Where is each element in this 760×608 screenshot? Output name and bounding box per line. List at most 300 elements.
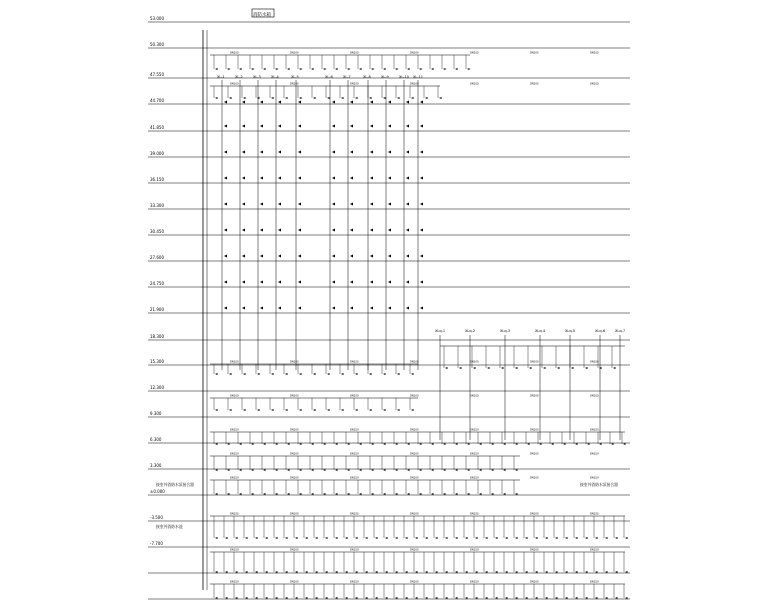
hydrant-arrow [350,255,353,258]
hydrant-arrow [420,203,423,206]
pipe-label: DN100 [230,452,239,456]
drop-arrow [565,537,568,539]
drop-arrow [435,537,438,539]
floor-label: 41.850 [150,125,164,130]
drop-arrow [383,409,386,411]
drop-arrow [227,68,230,70]
drop-arrow [215,373,218,375]
hydrant-arrow [260,177,263,180]
pipe-label: DN100 [410,82,419,86]
hydrant-arrow [370,255,373,258]
drop-arrow [285,409,288,411]
drop-arrow [411,373,414,375]
top-note: 消防水箱 [253,13,271,18]
drop-arrow [475,537,478,539]
drop-arrow [515,537,518,539]
drop-arrow [285,97,288,99]
hydrant-arrow [420,177,423,180]
hydrant-arrow [370,151,373,154]
hydrant-arrow [420,229,423,232]
drop-arrow [215,409,218,411]
pipe-label: DN100 [530,580,539,584]
hydrant-arrow [370,125,373,128]
drop-arrow [615,537,618,539]
hydrant-arrow [224,101,227,104]
drop-arrow [229,409,232,411]
drop-arrow [275,68,278,70]
floor-label: 39.000 [150,151,164,156]
floor-label: -7.700 [150,541,163,546]
pipe-label: DN100 [290,512,299,516]
drop-arrow [575,537,578,539]
drop-arrow [571,367,574,369]
pipe-label: DN100 [410,428,419,432]
hydrant-arrow [242,101,245,104]
floor-label: 21.900 [150,307,164,312]
hydrant-arrow [242,255,245,258]
hydrant-arrow [420,101,423,104]
drop-arrow [255,537,258,539]
annotations [156,9,618,529]
drop-arrow [327,409,330,411]
hydrant-arrow [332,177,335,180]
floor-label: 6.300 [150,437,162,442]
drop-arrow [397,373,400,375]
hydrant-arrow [388,229,391,232]
drop-arrow [347,68,350,70]
pipe-label: DN100 [230,580,239,584]
hydrant-arrow [260,229,263,232]
drop-arrow [431,68,434,70]
pipe-label: DN100 [590,476,599,480]
riser-label-right: XLq-2 [465,329,476,333]
drop-arrow [245,537,248,539]
drop-arrow [383,68,386,70]
pipe-label: DN100 [350,476,359,480]
hydrant-arrow [242,281,245,284]
pipe-label: DN100 [530,428,539,432]
pipe-label: DN100 [410,51,419,55]
pipe-label: DN100 [410,394,419,398]
hydrant-arrow [332,229,335,232]
pipe-label: DN100 [230,360,239,364]
riser-label: XL-5 [291,75,299,79]
riser-label: XL-11 [413,75,424,79]
floor-lines [148,22,630,599]
drop-arrow [251,68,254,70]
hydrant-arrow [370,229,373,232]
hydrant-arrow [260,307,263,310]
pipe-label: DN100 [590,452,599,456]
drop-arrow [299,68,302,70]
hydrant-arrow [332,203,335,206]
hydrant-arrow [406,101,409,104]
hydrant-arrow [224,177,227,180]
hydrant-arrow [298,125,301,128]
drop-arrow [243,97,246,99]
drop-arrow [595,537,598,539]
pipe-label: DN100 [350,428,359,432]
drop-arrow [385,537,388,539]
hydrant-arrow [260,101,263,104]
pipe-label: DN100 [590,428,599,432]
floor-label: 47.550 [150,72,164,77]
pipe-label: DN100 [290,476,299,480]
pipe-label: DN100 [350,360,359,364]
pipe-label: DN100 [230,82,239,86]
drop-arrow [359,68,362,70]
hydrant-arrow [278,255,281,258]
pipe-label: DN100 [410,580,419,584]
hydrant-arrow [350,125,353,128]
drop-arrow [397,97,400,99]
drop-arrow [473,367,476,369]
hydrant-arrow [350,229,353,232]
hydrant-arrow [388,281,391,284]
drop-arrow [327,373,330,375]
hydrant-arrow [370,281,373,284]
pipe-label: DN100 [350,452,359,456]
pipe-label: DN100 [230,394,239,398]
pipe-label: DN100 [470,548,479,552]
floor-label: 33.300 [150,203,164,208]
hydrant-arrow [224,203,227,206]
hydrant-arrow [420,151,423,154]
pipe-label: DN100 [590,394,599,398]
hydrant-arrow [350,281,353,284]
hydrant-arrow [260,125,263,128]
hydrant-arrow [278,101,281,104]
drop-arrow [419,68,422,70]
hydrant-arrow [406,151,409,154]
pipe-label: DN100 [410,452,419,456]
hydrant-arrow [388,151,391,154]
pipe-label: DN100 [290,452,299,456]
drop-arrow [215,68,218,70]
hydrant-arrow [224,151,227,154]
drop-arrow [243,373,246,375]
drop-arrow [525,537,528,539]
hydrant-arrow [332,101,335,104]
drop-arrow [445,537,448,539]
hydrant-arrow [388,125,391,128]
drop-arrow [215,97,218,99]
hydrant-arrow [278,229,281,232]
riser-label: XL-1 [217,75,225,79]
pipe-label: DN100 [290,82,299,86]
pipe-label: DN100 [410,360,419,364]
hydrant-arrow [406,281,409,284]
drop-arrow [465,537,468,539]
hydrant-arrow [224,125,227,128]
hydrant-arrow [260,255,263,258]
hydrant-arrow [406,255,409,258]
hydrant-arrow [260,281,263,284]
hydrant-arrow [298,203,301,206]
drop-arrow [485,537,488,539]
drop-arrow [605,537,608,539]
drop-arrow [369,409,372,411]
drop-arrow [535,537,538,539]
pipe-label: DN100 [590,51,599,55]
hydrant-arrow [260,151,263,154]
floor-label: -3.500 [150,515,163,520]
drop-arrow [397,409,400,411]
hydrant-arrow [224,255,227,258]
hydrant-arrow [388,255,391,258]
drop-arrow [215,537,218,539]
hydrant-arrow [388,101,391,104]
drop-arrow [323,68,326,70]
side-note-left-1: 接室外消防水泵接合器 [156,482,194,487]
drop-arrow [411,409,414,411]
drop-arrow [383,373,386,375]
hydrant-arrow [420,125,423,128]
hydrant-arrow [332,307,335,310]
drop-arrow [369,97,372,99]
pipe-label: DN100 [230,548,239,552]
floor-label: ±0.000 [150,489,165,494]
hydrant-arrow [406,307,409,310]
hydrant-arrow [298,229,301,232]
drop-arrow [395,68,398,70]
hydrant-arrow [298,177,301,180]
drop-arrow [335,68,338,70]
drop-arrow [613,367,616,369]
pipe-label: DN100 [410,548,419,552]
drop-arrow [383,97,386,99]
pipe-label: DN100 [290,394,299,398]
drop-arrow [287,68,290,70]
hydrant-arrow [370,307,373,310]
pipe-label: DN100 [470,82,479,86]
pipe-label: DN100 [350,548,359,552]
drop-arrow [299,97,302,99]
hydrant-arrow [298,101,301,104]
hydrant-arrow [242,203,245,206]
branch-pipes [210,51,628,600]
riser-label: XL-6 [325,75,333,79]
hydrant-arrow [370,101,373,104]
hydrant-arrow [420,255,423,258]
floor-label: 3.300 [150,463,162,468]
drop-arrow [313,409,316,411]
pipe-label: DN100 [530,476,539,480]
drop-arrow [369,373,372,375]
pipe-label: DN100 [290,360,299,364]
drop-arrow [355,97,358,99]
drop-arrow [443,68,446,70]
drop-arrow [325,537,328,539]
riser-label-right: XLq-6 [595,329,606,333]
drop-arrow [239,68,242,70]
pipe-label: DN100 [290,548,299,552]
pipe-label: DN100 [590,82,599,86]
hydrant-arrow [332,281,335,284]
pipe-label: DN100 [410,512,419,516]
hydrant-arrow [224,229,227,232]
hydrant-arrow [406,203,409,206]
drop-arrow [341,409,344,411]
hydrant-arrow [406,177,409,180]
riser-label: XL-4 [271,75,279,79]
pipe-label: DN100 [470,428,479,432]
drop-arrow [545,537,548,539]
hydrant-arrow [332,125,335,128]
riser-label: XL-9 [381,75,389,79]
drop-arrow [225,537,228,539]
drop-arrow [311,68,314,70]
drop-arrow [505,537,508,539]
pipe-label: DN100 [530,512,539,516]
drop-arrow [299,373,302,375]
drop-arrow [405,537,408,539]
hydrant-arrow [298,307,301,310]
floor-label: 50.300 [150,42,164,47]
hydrant-arrow [278,203,281,206]
drop-arrow [585,367,588,369]
hydrant-arrow [350,307,353,310]
drop-arrow [445,367,448,369]
pipe-label: DN100 [590,548,599,552]
pipe-label: DN100 [530,360,539,364]
riser-label: XL-8 [363,75,371,79]
side-note-left-2: 接室外消防水池 [156,524,183,529]
risers [203,30,625,590]
pipe-label: DN100 [350,580,359,584]
drop-arrow [285,373,288,375]
drop-arrow [407,68,410,70]
hydrant-arrow [260,203,263,206]
drop-arrow [263,68,266,70]
drop-arrow [243,409,246,411]
riser-label: XL-2 [235,75,243,79]
drop-arrow [257,409,260,411]
drop-arrow [257,373,260,375]
pipe-label: DN100 [470,394,479,398]
hydrant-arrow [242,177,245,180]
pipe-label: DN100 [470,452,479,456]
pipe-label: DN100 [590,512,599,516]
riser-label-right: XLq-4 [535,329,546,333]
floor-labels [150,16,165,546]
pipe-label: DN100 [350,51,359,55]
drop-arrow [271,373,274,375]
pipe-label: DN100 [470,476,479,480]
pipe-label: DN100 [230,476,239,480]
hydrant-arrow [370,203,373,206]
drop-arrow [515,367,518,369]
drop-arrow [355,537,358,539]
drop-arrow [411,97,414,99]
hydrant-arrow [298,255,301,258]
hydrant-arrow [350,203,353,206]
floor-label: 53.000 [150,16,164,21]
pipe-label: DN100 [290,428,299,432]
drop-arrow [275,537,278,539]
drop-arrow [235,537,238,539]
drop-arrow [365,537,368,539]
floor-label: 18.300 [150,334,164,339]
riser-label-right: XLq-5 [565,329,576,333]
floor-label: 12.300 [150,385,164,390]
hydrant-arrow [420,281,423,284]
floor-label: 15.300 [150,359,164,364]
drop-arrow [271,409,274,411]
drop-arrow [265,537,268,539]
drop-arrow [415,537,418,539]
floor-label: 36.150 [150,177,164,182]
drop-arrow [487,367,490,369]
side-note-right: 接室外消防水泵接合器 [580,482,618,487]
pipe-label: DN100 [290,580,299,584]
hydrant-arrow [242,307,245,310]
drop-arrow [327,97,330,99]
drop-arrow [313,97,316,99]
pipe-label: DN100 [590,580,599,584]
drop-arrow [425,537,428,539]
drop-arrow [371,68,374,70]
hydrant-arrow [388,307,391,310]
riser-label-right: XLq-3 [500,329,511,333]
drop-arrow [557,367,560,369]
drop-arrow [271,97,274,99]
hydrant-arrow [350,151,353,154]
hydrant-arrow [370,177,373,180]
hydrant-arrow [406,229,409,232]
hydrant-arrow [242,229,245,232]
drop-arrow [495,537,498,539]
hydrant-arrow [242,125,245,128]
drop-arrow [459,367,462,369]
drop-arrow [585,537,588,539]
drop-arrow [529,367,532,369]
drop-arrow [299,409,302,411]
hydrant-arrow [298,281,301,284]
pipe-label: DN100 [470,360,479,364]
hydrant-arrow [278,125,281,128]
pipe-label: DN100 [530,548,539,552]
drop-arrow [455,68,458,70]
drop-arrow [467,68,470,70]
pipe-label: DN100 [230,51,239,55]
drop-arrow [455,537,458,539]
floor-label: 44.700 [150,98,164,103]
drop-arrow [315,537,318,539]
hydrant-arrow [420,307,423,310]
hydrant-arrow [242,151,245,154]
pipe-label: DN100 [230,428,239,432]
drop-arrow [555,537,558,539]
drop-arrow [345,537,348,539]
hydrant-arrow [224,281,227,284]
drop-arrow [543,367,546,369]
drop-arrow [285,537,288,539]
hydrant-arrow [388,203,391,206]
hydrant-arrow [350,101,353,104]
drop-arrow [229,373,232,375]
pipe-label: DN100 [470,580,479,584]
hydrant-arrow [350,177,353,180]
riser-label: XL-10 [399,75,410,79]
pipe-label: DN100 [530,51,539,55]
hydrant-arrow [278,307,281,310]
pipe-label: DN100 [590,360,599,364]
drop-arrow [355,373,358,375]
floor-label: 9.300 [150,411,162,416]
hydrant-arrow [332,151,335,154]
drop-arrow [341,373,344,375]
